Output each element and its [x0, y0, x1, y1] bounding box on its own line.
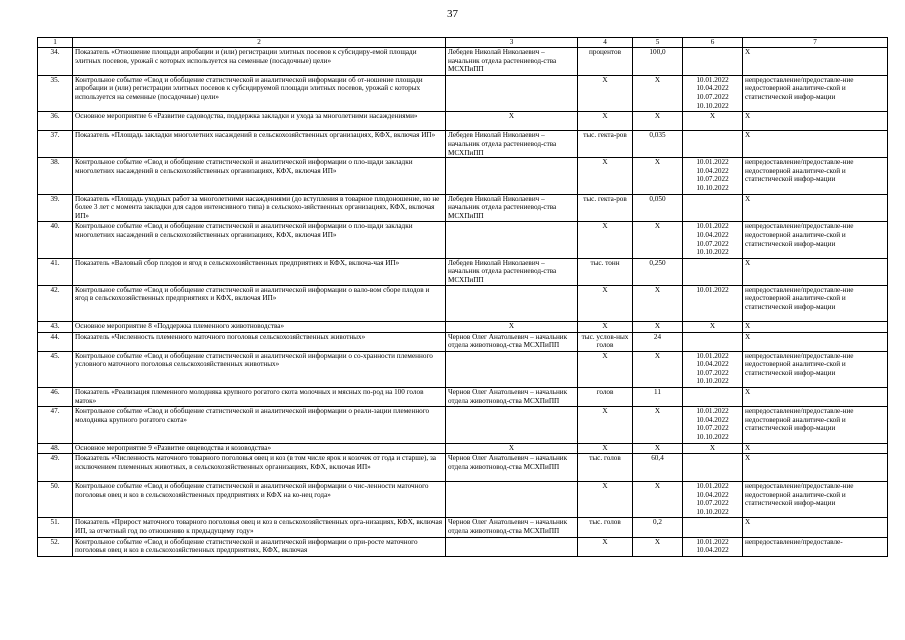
row-responsible: Лебедев Николай Николаевич – начальник отдела растениевод-ства МСХПиПП [446, 258, 578, 285]
row-note: Х [743, 48, 888, 76]
row-description: Контрольное событие «Свод и обобщение статистической и аналитической информации о при-росте маточного поголовья овец и коз в сельскохозяйственных предприятиях, КФХ, включая [73, 537, 446, 556]
row-responsible: Лебедев Николай Николаевич – начальник отдела растениевод-ства МСХПиПП [446, 48, 578, 76]
row-date: 10.07.2022 [696, 424, 729, 433]
row-date: 10.10.2022 [696, 433, 729, 442]
row-dates [683, 482, 743, 518]
row-value: Х [633, 351, 683, 387]
row-dates [683, 321, 743, 332]
row-unit: Х [578, 443, 633, 454]
row-date: 10.10.2022 [696, 377, 729, 386]
row-dates [683, 158, 743, 194]
row-number: 48. [38, 443, 73, 454]
table-row [38, 407, 888, 443]
row-number: 50. [38, 482, 73, 518]
row-dates [683, 332, 743, 351]
row-date: 10.04.2022 [696, 415, 729, 424]
row-note: Х [743, 518, 888, 537]
row-note: непредоставление/предоставле-ние недостоверной аналитиче-ской и статистической инфор-мации [743, 158, 888, 194]
row-value: Х [633, 112, 683, 131]
table-row [38, 482, 888, 518]
row-description: Основное мероприятие 9 «Развитие овцеводства и козоводства» [73, 443, 446, 454]
row-responsible: Чернов Олег Анатольевич – начальник отдела животновод-ства МСХПиПП [446, 518, 578, 537]
row-number: 52. [38, 537, 73, 556]
header-cell: 2 [73, 38, 446, 48]
table-row [38, 537, 888, 556]
row-description: Показатель «Численность племенного маточного поголовья сельскохозяйственных животных» [73, 332, 446, 351]
header-cell: 1 [38, 38, 73, 48]
row-dates [683, 454, 743, 482]
row-note: Х [743, 112, 888, 131]
row-date: 10.01.2022 [696, 407, 729, 416]
row-description: Контрольное событие «Свод и обобщение статистической и аналитической информации об от-ношение площади апробации и (или) регистрации элитных посевов к субсидируемой площади элитных посевов, урожай с которых используется на семенные (посадочные) цели» [73, 75, 446, 111]
row-note: непредоставление/предоставле-ние недостоверной аналитиче-ской и статистической инфор-мации [743, 285, 888, 321]
row-note: Х [743, 194, 888, 222]
row-date: 10.01.2022 [696, 351, 729, 360]
row-note: непредоставление/предоставле-ние недостоверной аналитиче-ской и статистической инфор-мации [743, 482, 888, 518]
row-dates [683, 443, 743, 454]
row-date: 10.01.2022 [696, 537, 729, 546]
row-value: 24 [633, 332, 683, 351]
row-number: 39. [38, 194, 73, 222]
row-unit: Х [578, 222, 633, 258]
row-note: непредоставление/предоставле-ние недостоверной аналитиче-ской и статистической инфор-мации [743, 351, 888, 387]
row-note: Х [743, 388, 888, 407]
row-note: Х [743, 131, 888, 158]
row-dates [683, 537, 743, 556]
row-number: 41. [38, 258, 73, 285]
row-number: 49. [38, 454, 73, 482]
row-date: Х [709, 321, 716, 330]
row-responsible [446, 222, 578, 258]
row-note: Х [743, 258, 888, 285]
table-row [38, 332, 888, 351]
row-date: 10.01.2022 [696, 482, 729, 491]
row-unit: Х [578, 351, 633, 387]
row-unit: Х [578, 407, 633, 443]
row-unit: тыс. услов-ных голов [578, 332, 633, 351]
table-row [38, 112, 888, 131]
row-date: 10.07.2022 [696, 368, 729, 377]
table-row [38, 258, 888, 285]
row-date: 10.04.2022 [696, 84, 729, 93]
row-number: 35. [38, 75, 73, 111]
header-cell: 7 [743, 38, 888, 48]
row-dates [683, 258, 743, 285]
row-description: Показатель «Отношение площади апробации и (или) регистрации элитных посевов к субсидиру-емой площади элитных посевов, урожай с которых используется на семенные (посадочные) цели» [73, 48, 446, 76]
row-note: Х [743, 332, 888, 351]
row-description: Контрольное событие «Свод и обобщение статистической и аналитической информации о вало-вом сборе плодов и ягод в сельскохозяйственных предприятиях и КФХ, включая ИП» [73, 285, 446, 321]
row-number: 37. [38, 131, 73, 158]
row-number: 34. [38, 48, 73, 76]
row-value: Х [633, 407, 683, 443]
row-note: непредоставление/предоставле-ние недостоверной аналитиче-ской и статистической инфор-мации [743, 407, 888, 443]
row-note: непредоставление/предоставле- [743, 537, 888, 556]
row-value: 60,4 [633, 454, 683, 482]
row-value: 0,035 [633, 131, 683, 158]
row-value: Х [633, 321, 683, 332]
row-description: Контрольное событие «Свод и обобщение статистической и аналитической информации о пло-щади закладки многолетних насаждений в сельскохозяйственных организациях, КФХ, включая ИП» [73, 158, 446, 194]
row-date: 10.07.2022 [696, 175, 729, 184]
row-date: 10.04.2022 [696, 360, 729, 369]
row-description: Показатель «Прирост маточного товарного поголовья овец и коз в сельскохозяйственных орга-низациях, КФХ, включая ИП, за отчетный год по отношению к предыдущему году» [73, 518, 446, 537]
row-date: 10.10.2022 [696, 248, 729, 257]
row-unit: тыс. голов [578, 518, 633, 537]
row-responsible: Лебедев Николай Николаевич – начальник отдела растениевод-ства МСХПиПП [446, 194, 578, 222]
row-value: Х [633, 537, 683, 556]
row-number: 36. [38, 112, 73, 131]
row-dates [683, 388, 743, 407]
header-row [38, 38, 888, 48]
row-dates [683, 518, 743, 537]
row-number: 42. [38, 285, 73, 321]
row-responsible: Чернов Олег Анатольевич – начальник отдела животновод-ства МСХПиПП [446, 388, 578, 407]
header-cell: 4 [578, 38, 633, 48]
row-date: 10.10.2022 [696, 101, 729, 110]
table-row [38, 131, 888, 158]
row-dates [683, 112, 743, 131]
page-number: 37 [447, 8, 458, 20]
row-date: 10.04.2022 [696, 230, 729, 239]
table-row [38, 158, 888, 194]
row-unit: Х [578, 158, 633, 194]
table-row [38, 454, 888, 482]
table-row [38, 388, 888, 407]
row-unit: процентов [578, 48, 633, 76]
row-unit: Х [578, 321, 633, 332]
row-date: 10.10.2022 [696, 183, 729, 192]
row-date: 10.01.2022 [696, 222, 729, 231]
row-date: 10.10.2022 [696, 507, 729, 516]
row-responsible [446, 537, 578, 556]
row-description: Контрольное событие «Свод и обобщение статистической и аналитической информации о пло-щади закладки многолетних насаждений в сельскохозяйственных организациях, КФХ, включая ИП» [73, 222, 446, 258]
row-note: непредоставление/предоставле-ние недостоверной аналитиче-ской и статистической инфор-мации [743, 222, 888, 258]
row-responsible: Чернов Олег Анатольевич – начальник отдела животновод-ства МСХПиПП [446, 332, 578, 351]
row-description: Показатель «Численность маточного товарного поголовья овец и коз (в том числе ярок и козочек от года и старше), за исключением племенных животных, в сельскохозяйственных организациях, КФХ, включая ИП» [73, 454, 446, 482]
row-dates [683, 407, 743, 443]
row-date: Х [709, 443, 716, 452]
row-value: Х [633, 482, 683, 518]
table-row [38, 351, 888, 387]
table-row [38, 48, 888, 76]
table-row [38, 75, 888, 111]
row-unit: тыс. тонн [578, 258, 633, 285]
row-date: Х [709, 112, 716, 121]
row-responsible: Х [446, 321, 578, 332]
table-row [38, 194, 888, 222]
row-responsible: Лебедев Николай Николаевич – начальник отдела растениевод-ства МСХПиПП [446, 131, 578, 158]
row-unit: тыс. гекта-ров [578, 194, 633, 222]
row-responsible [446, 285, 578, 321]
table-row [38, 443, 888, 454]
table-row [38, 222, 888, 258]
row-description: Показатель «Реализация племенного молодняка крупного рогатого скота молочных и мясных по-род на 100 голов маток» [73, 388, 446, 407]
row-unit: Х [578, 482, 633, 518]
row-unit: голов [578, 388, 633, 407]
header-cell: 3 [446, 38, 578, 48]
row-description: Показатель «Валовый сбор плодов и ягод в сельскохозяйственных предприятиях и КФХ, включа-чая ИП» [73, 258, 446, 285]
row-dates [683, 131, 743, 158]
row-dates [683, 194, 743, 222]
row-description: Показатель «Площадь уходных работ за многолетними насаждениями (до вступления в товарное плодоношение, но не более 3 лет с момента закладки для садов интенсивного типа) в сельскохо-зяйственных организациях, КФХ, включая ИП» [73, 194, 446, 222]
row-description: Контрольное событие «Свод и обобщение статистической и аналитической информации о чис-ленности маточного поголовья овец и коз в сельскохозяйственных предприятиях и КФХ на ко-нец года» [73, 482, 446, 518]
row-date: 10.04.2022 [696, 490, 729, 499]
row-number: 45. [38, 351, 73, 387]
row-date: 10.01.2022 [696, 158, 729, 167]
row-date: 10.01.2022 [696, 285, 729, 294]
row-number: 44. [38, 332, 73, 351]
row-note: Х [743, 454, 888, 482]
row-description: Контрольное событие «Свод и обобщение статистической и аналитической информации о реали-зации племенного молодняка крупного рогатого скота» [73, 407, 446, 443]
row-number: 40. [38, 222, 73, 258]
row-number: 47. [38, 407, 73, 443]
activities-table [37, 37, 888, 557]
row-note: непредоставление/предоставле-ние недостоверной аналитиче-ской и статистической инфор-мации [743, 75, 888, 111]
row-responsible [446, 75, 578, 111]
row-date: 10.04.2022 [696, 546, 729, 555]
row-unit: Х [578, 75, 633, 111]
row-value: 100,0 [633, 48, 683, 76]
header-cell: 5 [633, 38, 683, 48]
row-responsible [446, 482, 578, 518]
row-date: 10.07.2022 [696, 499, 729, 508]
table-row [38, 285, 888, 321]
row-date: 10.07.2022 [696, 239, 729, 248]
row-value: 0,250 [633, 258, 683, 285]
row-number: 38. [38, 158, 73, 194]
row-responsible: Х [446, 112, 578, 131]
row-description: Контрольное событие «Свод и обобщение статистической и аналитической информации о со-хранности племенного условного маточного поголовья сельскохозяйственных животных» [73, 351, 446, 387]
row-dates [683, 351, 743, 387]
row-description: Показатель «Площадь закладки многолетних насаждений в сельскохозяйственных организациях, КФХ, включая ИП» [73, 131, 446, 158]
row-dates [683, 222, 743, 258]
row-unit: Х [578, 112, 633, 131]
row-unit: Х [578, 285, 633, 321]
row-date: 10.04.2022 [696, 166, 729, 175]
row-number: 43. [38, 321, 73, 332]
row-dates [683, 75, 743, 111]
header-cell: 6 [683, 38, 743, 48]
row-description: Основное мероприятие 6 «Развитие садоводства, поддержка закладки и ухода за многолетними насаждениями» [73, 112, 446, 131]
row-date: 10.01.2022 [696, 75, 729, 84]
row-description: Основное мероприятие 8 «Поддержка племенного животноводства» [73, 321, 446, 332]
table-row [38, 321, 888, 332]
row-dates [683, 285, 743, 321]
row-date: 10.07.2022 [696, 92, 729, 101]
row-value: Х [633, 285, 683, 321]
row-dates [683, 48, 743, 76]
row-value: Х [633, 75, 683, 111]
row-value: Х [633, 443, 683, 454]
row-unit: тыс. голов [578, 454, 633, 482]
row-note: Х [743, 321, 888, 332]
table-row [38, 518, 888, 537]
row-responsible [446, 407, 578, 443]
row-value: Х [633, 222, 683, 258]
row-responsible: Чернов Олег Анатольевич – начальник отдела животновод-ства МСХПиПП [446, 454, 578, 482]
row-responsible: Х [446, 443, 578, 454]
row-responsible [446, 351, 578, 387]
row-value: Х [633, 158, 683, 194]
row-note: Х [743, 443, 888, 454]
row-unit: Х [578, 537, 633, 556]
row-value: 0,2 [633, 518, 683, 537]
row-responsible [446, 158, 578, 194]
row-unit: тыс. гекта-ров [578, 131, 633, 158]
row-number: 51. [38, 518, 73, 537]
row-value: 0,050 [633, 194, 683, 222]
row-value: 11 [633, 388, 683, 407]
row-number: 46. [38, 388, 73, 407]
